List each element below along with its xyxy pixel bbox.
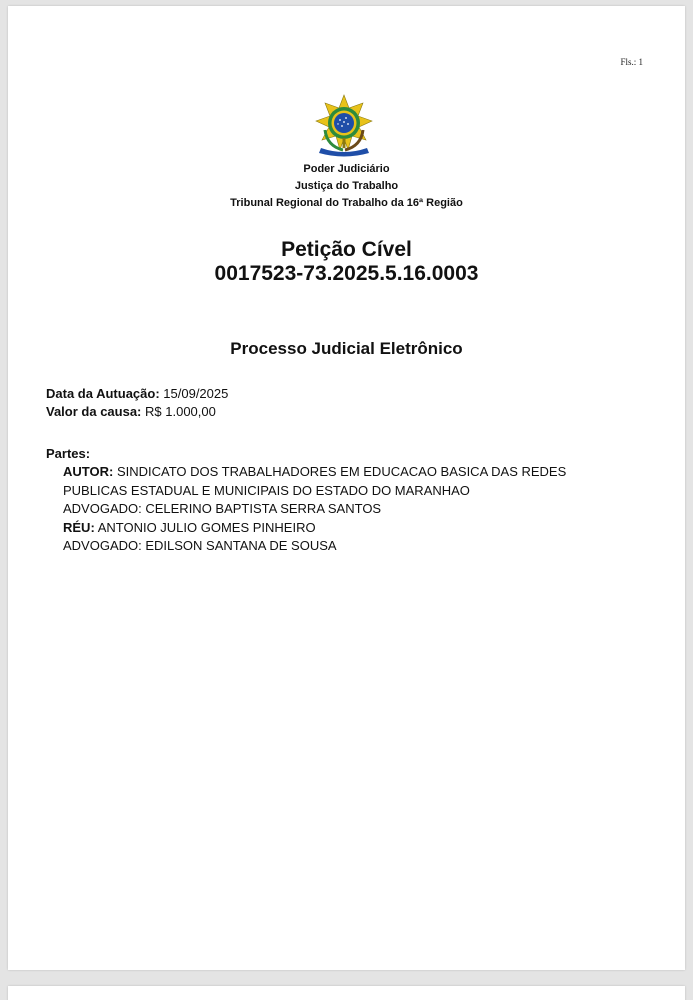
system-title: Processo Judicial Eletrônico: [230, 339, 463, 358]
defendant-lawyer: ADVOGADO: EDILSON SANTANA DE SOUSA: [63, 538, 337, 553]
filing-date-label: Data da Autuação:: [46, 386, 160, 401]
author-name-line2: PUBLICAS ESTADUAL E MUNICIPAIS DO ESTADO DO MARANHAO: [63, 482, 470, 498]
document-page: [8, 6, 685, 970]
header-line-tribunal: Tribunal Regional do Trabalho da 16ª Região: [230, 197, 463, 209]
claim-value-label: Valor da causa:: [46, 404, 142, 419]
defendant-label: RÉU:: [63, 519, 95, 535]
claim-value-value: R$ 1.000,00: [145, 404, 216, 419]
defendant-name: ANTONIO JULIO GOMES PINHEIRO: [97, 519, 316, 535]
page-number: Fls.: 1: [620, 57, 643, 67]
parties-label: Partes:: [46, 446, 91, 461]
brazil-coat-of-arms-icon: [313, 94, 375, 158]
author-label: AUTOR:: [63, 464, 114, 479]
header-line-judiciary: Poder Judiciário: [303, 163, 390, 175]
document-title: [8, 238, 685, 286]
petition-kind: Petição Cível: [281, 238, 412, 261]
header-line-justice: Justiça do Trabalho: [294, 180, 399, 192]
next-page-edge[interactable]: [8, 986, 685, 1000]
author-name-line1: SINDICATO DOS TRABALHADORES EM EDUCACAO BASICA DAS REDES: [116, 464, 567, 479]
process-metadata: [46, 385, 228, 421]
process-number: 0017523-73.2025.5.16.0003: [214, 262, 479, 285]
court-header: [8, 161, 685, 212]
filing-date-value: 15/09/2025: [163, 386, 229, 401]
parties-list: [63, 463, 643, 556]
author-lawyer: ADVOGADO: CELERINO BAPTISTA SERRA SANTOS: [63, 501, 382, 516]
